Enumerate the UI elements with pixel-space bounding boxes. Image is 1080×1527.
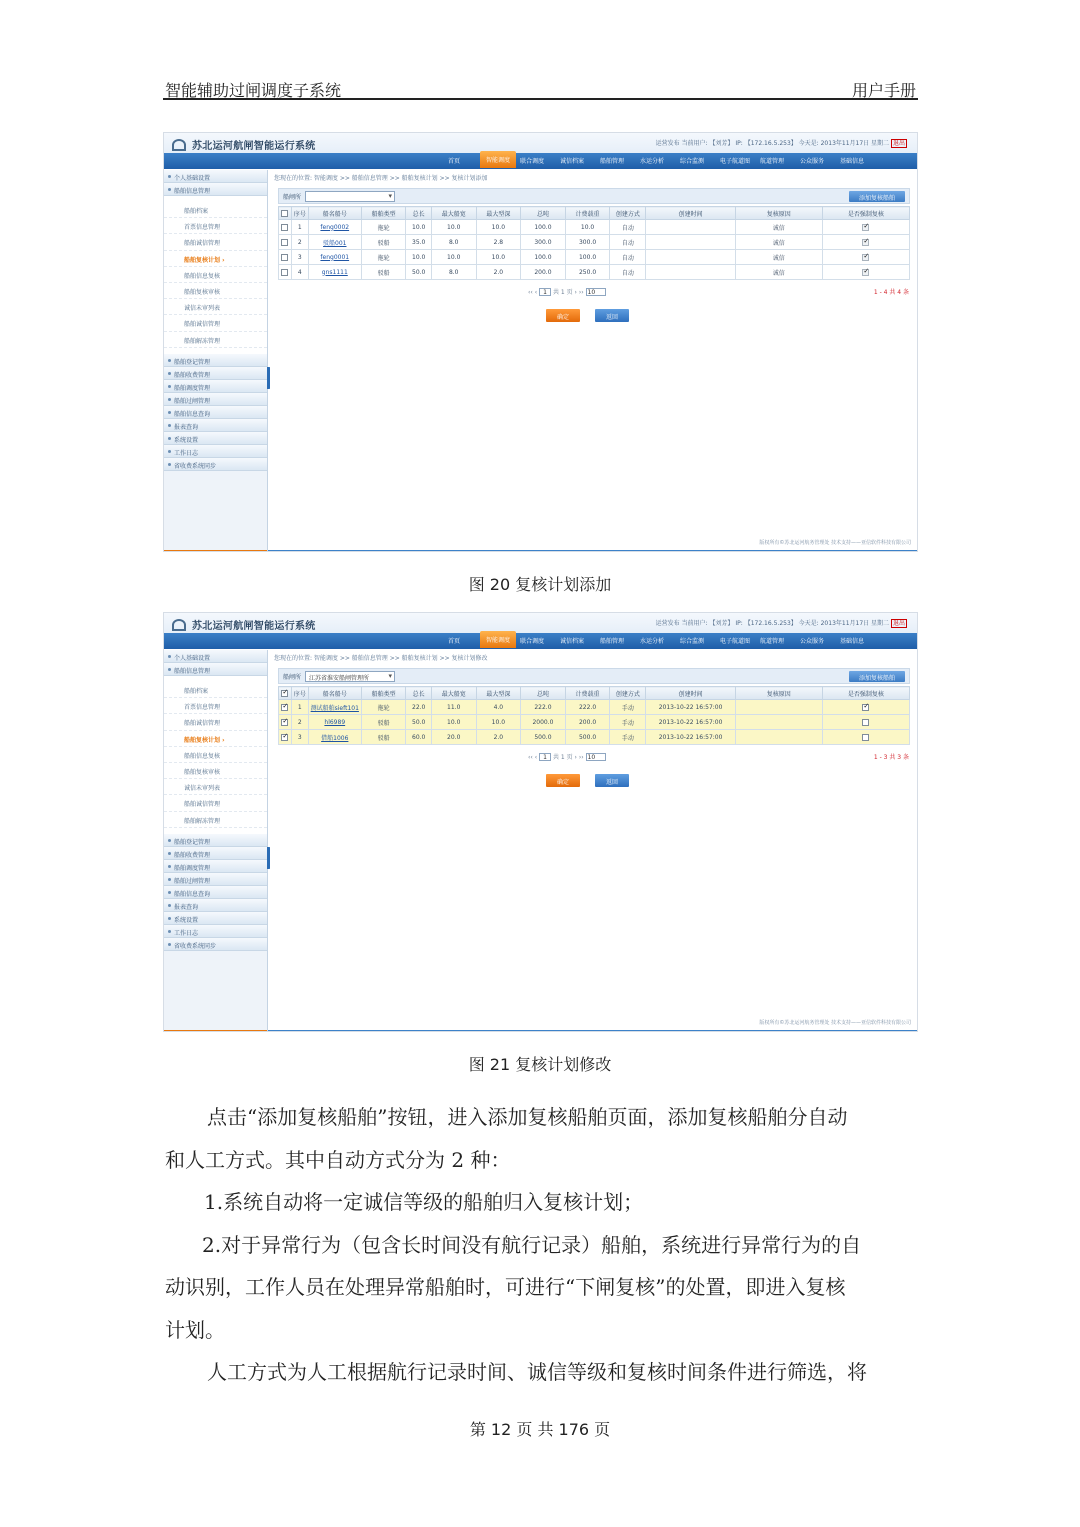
breadcrumb: 您现在的位置: 智能调度 >> 船舶信息管理 >> 船舶复核计划 >> 复核计划添加	[274, 175, 488, 182]
app-footer: 版权所有©苏北运河航务管理处 技术支持——亚信软件科技有限公司	[759, 540, 911, 546]
sidebar-group[interactable]: 船舶信息管理	[164, 183, 267, 196]
cell-forced[interactable]	[822, 220, 909, 235]
forced-review-checkbox[interactable]	[862, 239, 869, 246]
select-all-checkbox[interactable]	[281, 690, 288, 697]
cell-depth: 10.0	[476, 715, 521, 730]
sidebar-item[interactable]: 船舶解冻管理	[164, 332, 267, 348]
user-info	[656, 618, 907, 627]
cell-len: 35.0	[406, 235, 431, 250]
user-info-text: 运营发布 当前用户: 【刘芳】 IP: 【172.16.5.253】 今天是: 2013年11月17日 星期二	[655, 620, 890, 627]
ui-screenshot	[163, 132, 918, 552]
pagination	[528, 752, 606, 761]
ship-name-link[interactable]: 测试船舶sieft101	[310, 704, 359, 712]
sidebar-group[interactable]: 个人基础设置	[164, 650, 267, 663]
cell-no: 3	[291, 250, 308, 265]
review-plan-table	[278, 206, 910, 280]
table-row[interactable]	[279, 250, 910, 265]
cell-type: 拖轮	[361, 700, 406, 715]
cell-width: 10.0	[431, 220, 476, 235]
column-header: 创建时间	[646, 207, 735, 220]
app-footer: 版权所有©苏北运河航务管理处 技术支持——亚信软件科技有限公司	[759, 1020, 911, 1026]
cell-reason: 诚信	[735, 265, 822, 280]
row-checkbox[interactable]	[281, 239, 288, 246]
cell-time	[646, 265, 735, 280]
column-header: 船舶类型	[361, 207, 406, 220]
column-header: 总吨	[521, 207, 566, 220]
table-row[interactable]	[279, 700, 910, 715]
record-count: 1 - 3 共 3 条	[873, 754, 909, 761]
user-info	[656, 138, 907, 147]
breadcrumb: 您现在的位置: 智能调度 >> 船舶信息管理 >> 船舶复核计划 >> 复核计划修改	[274, 655, 488, 662]
cell-width: 10.0	[431, 250, 476, 265]
nav-tab[interactable]: 基础信息	[840, 158, 865, 165]
sidebar-item[interactable]: 船舶复核审核	[164, 763, 267, 779]
sidebar-group[interactable]: 船舶登记管理	[164, 834, 267, 847]
forced-review-checkbox[interactable]	[862, 224, 869, 231]
cell-len: 10.0	[406, 220, 431, 235]
row-select-cell[interactable]	[279, 220, 292, 235]
cell-no: 1	[291, 220, 308, 235]
sidebar-group[interactable]: 个人基础设置	[164, 170, 267, 183]
column-header: 船舶类型	[361, 687, 406, 700]
sidebar-item[interactable]: 船舶复核计划 ›	[164, 731, 267, 747]
sidebar-group[interactable]: 船舶信息管理	[164, 663, 267, 676]
cell-reason	[735, 715, 822, 730]
prev-page-arrows[interactable]: ‹‹ ‹	[528, 754, 538, 761]
table-row[interactable]	[279, 715, 910, 730]
add-review-ship-button[interactable]: 添加复核船舶	[849, 191, 905, 202]
document-header	[163, 76, 918, 100]
cell-reason: 诚信	[735, 250, 822, 265]
back-button[interactable]: 返回	[595, 774, 629, 787]
cell-ship-name	[308, 250, 361, 265]
select-all-checkbox[interactable]	[281, 210, 288, 217]
cell-load: 250.0	[565, 265, 610, 280]
sidebar-group[interactable]: 船舶调度管理	[164, 380, 267, 393]
cell-gross: 500.0	[521, 730, 566, 745]
column-header: 最大船宽	[431, 687, 476, 700]
prev-page-arrows[interactable]: ‹‹ ‹	[528, 289, 538, 296]
row-select-cell[interactable]	[279, 250, 292, 265]
cell-time: 2013-10-22 16:57:00	[646, 700, 735, 715]
row-checkbox[interactable]	[281, 224, 288, 231]
nav-tab[interactable]: 基础信息	[840, 638, 865, 645]
cell-gross: 100.0	[521, 220, 566, 235]
column-header: 船名船号	[308, 687, 361, 700]
cell-depth: 2.8	[476, 235, 521, 250]
ship-name-link[interactable]: gns1111	[321, 268, 348, 276]
ship-name-link[interactable]: 借船1006	[321, 734, 349, 742]
cell-no: 1	[291, 700, 308, 715]
cell-forced[interactable]	[822, 265, 909, 280]
column-header: 创建方式	[610, 207, 646, 220]
ship-name-link[interactable]: feng0002	[320, 223, 350, 231]
row-select-cell[interactable]	[279, 730, 292, 745]
sidebar-group[interactable]: 工作日志	[164, 925, 267, 938]
cell-no: 4	[291, 265, 308, 280]
sidebar	[164, 650, 268, 1032]
header-title: 智能辅助过闸调度子系统	[165, 81, 342, 100]
row-checkbox[interactable]	[281, 269, 288, 276]
page-size-select[interactable]: 10	[586, 753, 606, 761]
cell-len: 60.0	[406, 730, 431, 745]
back-button[interactable]: 返回	[595, 309, 629, 322]
paragraph-line: 1.系统自动将一定诚信等级的船舶归入复核计划；	[204, 1190, 644, 1214]
paragraph-line: 点击“添加复核船舶”按钮，进入添加复核船舶页面，添加复核船舶分自动	[207, 1105, 848, 1129]
nav-tab[interactable]: 联合调度	[520, 158, 545, 165]
sidebar-group[interactable]: 船舶信息查询	[164, 406, 267, 419]
cell-width: 8.0	[431, 235, 476, 250]
lock-station-select[interactable]	[305, 191, 395, 202]
logout-link[interactable]: 退出	[892, 140, 905, 147]
paragraph-line: 动识别，工作人员在处理异常船舶时，可进行“下闸复核”的处置，即进入复核	[165, 1275, 846, 1299]
nav-tab[interactable]: 智能调度	[480, 151, 516, 168]
row-checkbox[interactable]	[281, 719, 288, 726]
column-header: 最大型深	[476, 207, 521, 220]
select-all-header[interactable]	[279, 687, 292, 700]
cell-forced[interactable]	[822, 700, 909, 715]
nav-tab[interactable]: 首页	[448, 158, 461, 165]
cell-type: 驳船	[361, 265, 406, 280]
sidebar-group[interactable]: 船舶信息查询	[164, 886, 267, 899]
confirm-button[interactable]: 确定	[546, 309, 580, 322]
nav-tab[interactable]: 船舶管理	[600, 158, 625, 165]
sidebar-group[interactable]: 船舶调度管理	[164, 860, 267, 873]
column-header: 创建方式	[610, 687, 646, 700]
cell-gross: 2000.0	[521, 715, 566, 730]
paragraph-line: 人工方式为人工根据航行记录时间、诚信等级和复核时间条件进行筛选，将	[207, 1360, 867, 1384]
sidebar-item[interactable]: 船舶信息复核	[164, 747, 267, 763]
cell-reason: 诚信	[735, 235, 822, 250]
nav-tab[interactable]: 电子航道图	[720, 638, 751, 645]
sidebar-group[interactable]: 报表查询	[164, 899, 267, 912]
sidebar-group[interactable]: 工作日志	[164, 445, 267, 458]
row-select-cell[interactable]	[279, 700, 292, 715]
table-row[interactable]	[279, 235, 910, 250]
cell-gross: 222.0	[521, 700, 566, 715]
cell-forced[interactable]	[822, 715, 909, 730]
cell-width: 11.0	[431, 700, 476, 715]
column-header: 复核原因	[735, 687, 822, 700]
row-select-cell[interactable]	[279, 715, 292, 730]
sidebar-group[interactable]: 报表查询	[164, 419, 267, 432]
user-info-text: 运营发布 当前用户: 【刘芳】 IP: 【172.16.5.253】 今天是: 2013年11月17日 星期二	[655, 140, 890, 147]
cell-ship-name	[308, 235, 361, 250]
column-header: 计费载重	[565, 207, 610, 220]
cell-gross: 100.0	[521, 250, 566, 265]
cell-mode: 手动	[610, 700, 646, 715]
cell-time	[646, 220, 735, 235]
ship-name-link[interactable]: feng0001	[320, 253, 350, 261]
add-review-ship-button[interactable]: 添加复核船舶	[849, 671, 905, 682]
nav-tab[interactable]: 诚信档案	[560, 158, 585, 165]
app-title: 苏北运河航闸智能运行系统	[192, 141, 316, 152]
cell-depth: 2.0	[476, 265, 521, 280]
app-title: 苏北运河航闸智能运行系统	[192, 621, 316, 632]
paragraph-line: 和人工方式。其中自动方式分为 2 种：	[165, 1148, 511, 1172]
cell-forced[interactable]	[822, 235, 909, 250]
column-header: 最大船宽	[431, 207, 476, 220]
cell-width: 20.0	[431, 730, 476, 745]
cell-type: 驳船	[361, 715, 406, 730]
page-input[interactable]: 1	[539, 753, 551, 761]
cell-forced[interactable]	[822, 730, 909, 745]
forced-review-checkbox[interactable]	[862, 254, 869, 261]
cell-mode: 手动	[610, 730, 646, 745]
sidebar-item[interactable]: 船舶复核审核	[164, 283, 267, 299]
cell-mode: 自动	[610, 220, 646, 235]
sidebar-bottom-bar	[164, 1030, 267, 1032]
paragraph-line: 计划。	[165, 1318, 225, 1342]
sidebar-group[interactable]: 船舶收费管理	[164, 847, 267, 860]
cell-ship-name	[308, 220, 361, 235]
row-checkbox[interactable]	[281, 254, 288, 261]
row-checkbox[interactable]	[281, 704, 288, 711]
sidebar-group[interactable]: 船舶登记管理	[164, 354, 267, 367]
forced-review-checkbox[interactable]	[862, 734, 869, 741]
cell-type: 驳船	[361, 730, 406, 745]
sidebar-item[interactable]: 诚信未审列表	[164, 779, 267, 795]
cell-mode: 手动	[610, 715, 646, 730]
cell-gross: 300.0	[521, 235, 566, 250]
nav-tab[interactable]: 公众服务	[800, 638, 825, 645]
sidebar-group[interactable]: 系统设置	[164, 432, 267, 445]
sidebar-item[interactable]: 船舶档案	[164, 202, 267, 218]
cell-mode: 自动	[610, 265, 646, 280]
cell-width: 10.0	[431, 715, 476, 730]
column-header: 船名船号	[308, 207, 361, 220]
content-bottom-bar	[268, 550, 918, 552]
lock-station-select[interactable]: 江苏省淮安船闸管理所 ▾	[305, 671, 395, 682]
sidebar-group[interactable]: 系统设置	[164, 912, 267, 925]
sidebar-item[interactable]: 船舶解冻管理	[164, 812, 267, 828]
nav-tab[interactable]: 水运分析	[640, 158, 665, 165]
cell-reason: 诚信	[735, 220, 822, 235]
page-size-select[interactable]: 10	[586, 288, 606, 296]
ui-screenshot	[163, 612, 918, 1032]
nav-tab[interactable]: 联合调度	[520, 638, 545, 645]
cell-mode: 自动	[610, 235, 646, 250]
cell-time: 2013-10-22 16:57:00	[646, 715, 735, 730]
ship-name-link[interactable]: hl6989	[324, 718, 346, 726]
column-header: 最大型深	[476, 687, 521, 700]
nav-tab[interactable]: 航道管理	[760, 638, 785, 645]
page-input[interactable]: 1	[539, 288, 551, 296]
app-topbar	[164, 133, 917, 169]
column-header: 创建时间	[646, 687, 735, 700]
cell-depth: 2.0	[476, 730, 521, 745]
sidebar-group[interactable]: 船舶过闸管理	[164, 393, 267, 406]
filter-bar	[278, 188, 910, 204]
app-logo-icon	[172, 619, 186, 631]
page-number: 第 12 页 共 176 页	[469, 1420, 611, 1439]
record-count: 1 - 4 共 4 条	[873, 289, 909, 296]
cell-len: 50.0	[406, 265, 431, 280]
cell-time	[646, 250, 735, 265]
cell-load: 10.0	[565, 220, 610, 235]
forced-review-checkbox[interactable]	[862, 269, 869, 276]
cell-load: 222.0	[565, 700, 610, 715]
column-header: 序号	[291, 687, 308, 700]
figure-caption: 图 20 复核计划添加	[468, 575, 612, 594]
nav-tab[interactable]: 首页	[448, 638, 461, 645]
header-manual-label: 用户手册	[851, 81, 916, 100]
cell-ship-name	[308, 730, 361, 745]
cell-time	[646, 235, 735, 250]
pagination	[528, 287, 606, 296]
app-logo-icon	[172, 139, 186, 151]
logout-link[interactable]: 退出	[892, 620, 905, 627]
cell-type: 拖轮	[361, 220, 406, 235]
cell-reason	[735, 700, 822, 715]
select-all-header[interactable]	[279, 207, 292, 220]
cell-ship-name	[308, 700, 361, 715]
sidebar-item[interactable]: 船舶诚信管理	[164, 234, 267, 250]
cell-type: 驳船	[361, 235, 406, 250]
nav-tab[interactable]: 综合监测	[680, 638, 705, 645]
cell-load: 200.0	[565, 715, 610, 730]
lock-station-label: 船闸所	[283, 674, 302, 681]
ship-name-link[interactable]: 驳船001	[323, 239, 347, 247]
sidebar-group[interactable]: 省收费系统同步	[164, 938, 267, 951]
content-bottom-bar	[268, 1030, 918, 1032]
cell-depth: 4.0	[476, 700, 521, 715]
cell-width: 8.0	[431, 265, 476, 280]
forced-review-checkbox[interactable]	[862, 704, 869, 711]
cell-gross: 200.0	[521, 265, 566, 280]
cell-no: 3	[291, 730, 308, 745]
row-select-cell[interactable]	[279, 235, 292, 250]
table-row[interactable]	[279, 265, 910, 280]
sidebar-submenu	[164, 676, 267, 834]
nav-tab[interactable]: 船舶管理	[600, 638, 625, 645]
sidebar-group[interactable]: 船舶收费管理	[164, 367, 267, 380]
cell-type: 拖轮	[361, 250, 406, 265]
next-page-arrows[interactable]: › ››	[574, 754, 584, 761]
row-select-cell[interactable]	[279, 265, 292, 280]
sidebar-bottom-bar	[164, 550, 267, 552]
sidebar-group[interactable]: 省收费系统同步	[164, 458, 267, 471]
cell-mode: 自动	[610, 250, 646, 265]
column-header: 复核原因	[735, 207, 822, 220]
main-content	[270, 170, 918, 552]
column-header: 总吨	[521, 687, 566, 700]
filter-bar	[278, 668, 910, 684]
cell-load: 100.0	[565, 250, 610, 265]
cell-no: 2	[291, 715, 308, 730]
sidebar-item[interactable]: 首票信息管理	[164, 698, 267, 714]
nav-tab[interactable]: 电子航道图	[720, 158, 751, 165]
forced-review-checkbox[interactable]	[862, 719, 869, 726]
cell-load: 300.0	[565, 235, 610, 250]
cell-reason	[735, 730, 822, 745]
sidebar-item[interactable]: 诚信未审列表	[164, 299, 267, 315]
paragraph-line: 2.对于异常行为（包含长时间没有航行记录）船舶，系统进行异常行为的自	[202, 1233, 862, 1257]
figure-caption: 图 21 复核计划修改	[468, 1055, 612, 1074]
sidebar-submenu	[164, 196, 267, 354]
nav-tab[interactable]: 水运分析	[640, 638, 665, 645]
next-page-arrows[interactable]: › ››	[574, 289, 584, 296]
confirm-button[interactable]: 确定	[546, 774, 580, 787]
column-header: 总长	[406, 687, 431, 700]
main-content	[270, 650, 918, 1032]
nav-tab[interactable]: 航道管理	[760, 158, 785, 165]
sidebar	[164, 170, 268, 552]
review-plan-table	[278, 686, 910, 745]
nav-tab[interactable]: 公众服务	[800, 158, 825, 165]
column-header: 序号	[291, 207, 308, 220]
app-topbar	[164, 613, 917, 649]
main-nav	[164, 153, 917, 169]
sidebar-item[interactable]: 船舶复核计划 ›	[164, 251, 267, 267]
sidebar-group[interactable]: 船舶过闸管理	[164, 873, 267, 886]
nav-tab[interactable]: 智能调度	[480, 631, 516, 648]
sidebar-item[interactable]: 船舶信息复核	[164, 267, 267, 283]
sidebar-item[interactable]: 船舶诚信管理	[164, 315, 267, 331]
total-pages: 共 1 页	[552, 754, 573, 761]
column-header: 总长	[406, 207, 431, 220]
cell-forced[interactable]	[822, 250, 909, 265]
sidebar-item[interactable]: 船舶档案	[164, 682, 267, 698]
cell-depth: 10.0	[476, 220, 521, 235]
cell-len: 22.0	[406, 700, 431, 715]
sidebar-item[interactable]: 船舶诚信管理	[164, 795, 267, 811]
total-pages: 共 1 页	[552, 289, 573, 296]
cell-time: 2013-10-22 16:57:00	[646, 730, 735, 745]
lock-station-label: 船闸所	[283, 194, 302, 201]
cell-len: 10.0	[406, 250, 431, 265]
cell-no: 2	[291, 235, 308, 250]
column-header: 是否强制复核	[822, 687, 909, 700]
cell-ship-name	[308, 265, 361, 280]
sidebar-item[interactable]: 首票信息管理	[164, 218, 267, 234]
table-row[interactable]	[279, 730, 910, 745]
nav-tab[interactable]: 诚信档案	[560, 638, 585, 645]
column-header: 是否强制复核	[822, 207, 909, 220]
cell-ship-name	[308, 715, 361, 730]
cell-depth: 10.0	[476, 250, 521, 265]
column-header: 计费载重	[565, 687, 610, 700]
cell-load: 500.0	[565, 730, 610, 745]
table-row[interactable]	[279, 220, 910, 235]
sidebar-item[interactable]: 船舶诚信管理	[164, 714, 267, 730]
row-checkbox[interactable]	[281, 734, 288, 741]
main-nav	[164, 633, 917, 649]
nav-tab[interactable]: 综合监测	[680, 158, 705, 165]
cell-len: 50.0	[406, 715, 431, 730]
